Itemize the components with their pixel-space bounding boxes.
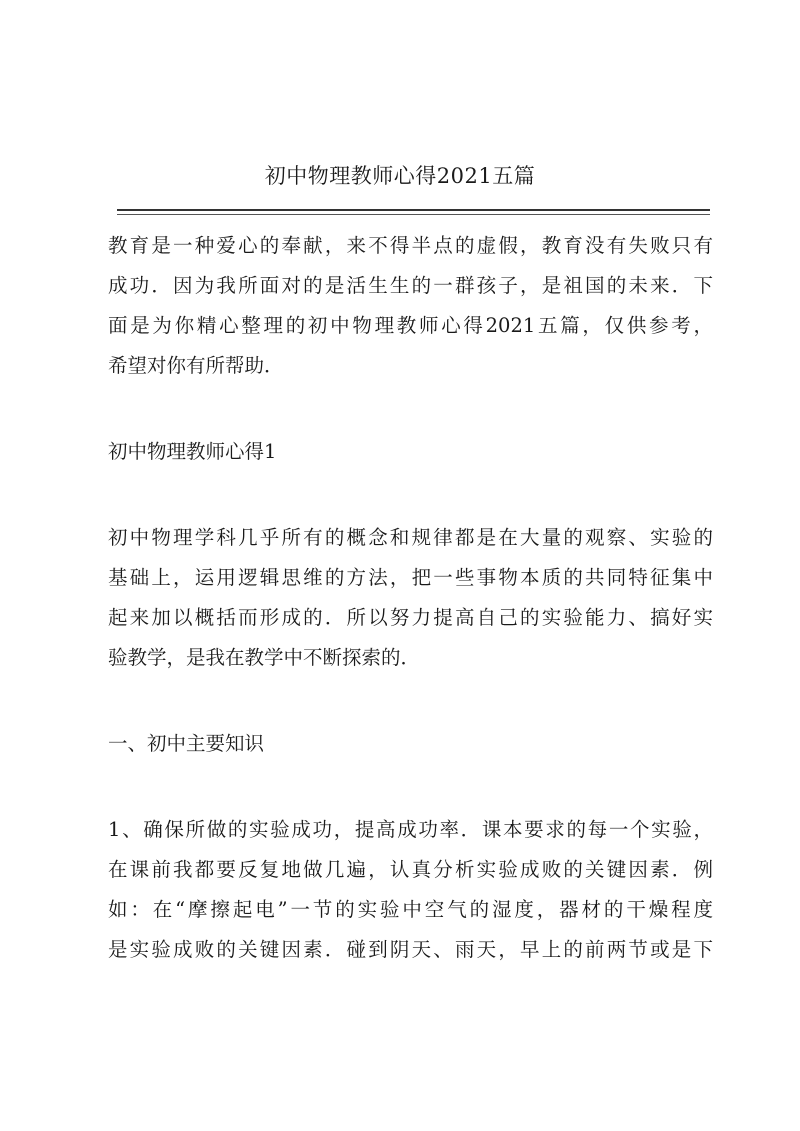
document-title: 初中物理教师心得2021五篇 [264,164,536,188]
title-divider-thick [117,209,710,211]
body-paragraph-2 [108,810,713,970]
paragraph-line: 基础上，运用逻辑思维的方法，把一些事物本质的共同特征集中 [108,566,713,589]
subheading: 一、初中主要知识 [108,732,265,755]
intro-line: 面是为你精心整理的初中物理教师心得2021五篇，仅供参考， [108,314,713,337]
paragraph-line: 是实验成败的关键因素．碰到阴天、雨天，早上的前两节或是下 [108,938,713,961]
intro-line: 教育是一种爱心的奉献，来不得半点的虚假，教育没有失败只有 [108,234,713,257]
paragraph-line: 在课前我都要反复地做几遍，认真分析实验成败的关键因素．例 [108,858,713,881]
document-body [108,226,713,970]
body-paragraph-1 [108,518,713,678]
section-heading: 初中物理教师心得1 [108,440,277,463]
paragraph-line: 初中物理学科几乎所有的概念和规律都是在大量的观察、实验的 [108,526,713,549]
paragraph-line: 1、确保所做的实验成功，提高成功率．课本要求的每一个实验， [108,818,713,841]
intro-paragraph [108,226,713,386]
paragraph-line: 如：在“摩擦起电”一节的实验中空气的湿度，器材的干燥程度 [108,898,713,921]
intro-line: 希望对你有所帮助． [108,354,284,377]
paragraph-line: 验教学，是我在教学中不断探索的． [108,646,421,669]
title-divider-thin [117,214,710,215]
paragraph-line: 起来加以概括而形成的．所以努力提高自己的实验能力、搞好实 [108,606,713,629]
intro-line: 成功．因为我所面对的是活生生的一群孩子，是祖国的未来．下 [108,274,713,297]
